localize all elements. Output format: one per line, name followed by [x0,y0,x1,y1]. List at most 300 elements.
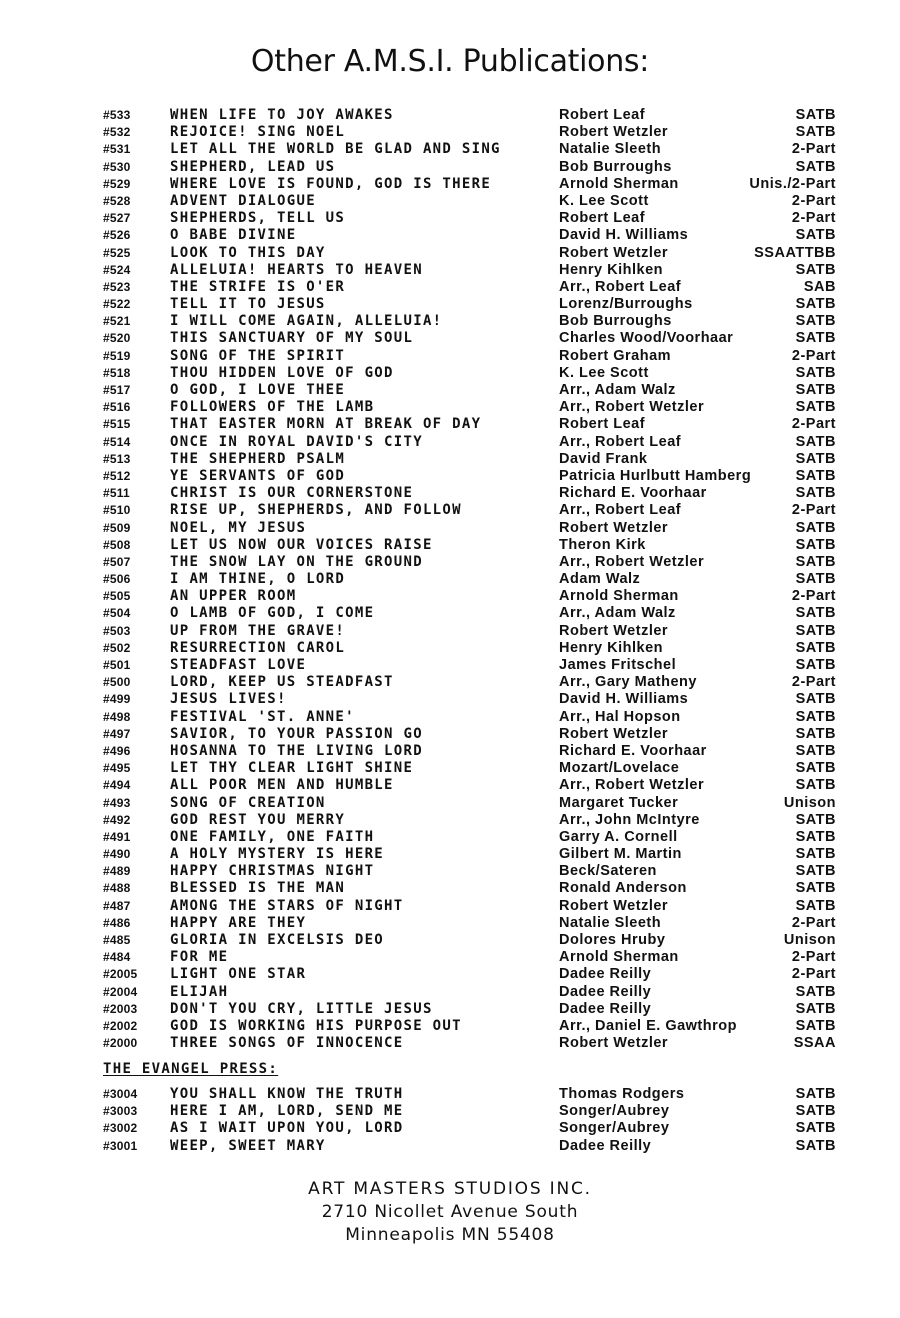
composer: K. Lee Scott [559,192,649,209]
publication-row [0,1103,900,1120]
catalog-number: #516 [103,400,131,415]
voicing: 2-Part [791,914,836,931]
publication-row [0,1001,900,1018]
song-title: HOSANNA TO THE LIVING LORD [170,742,423,759]
composer: Arr., Robert Wetzler [559,553,705,570]
composer: Dadee Reilly [559,1137,652,1154]
catalog-number: #490 [103,847,131,862]
catalog-number: #486 [103,915,131,930]
catalog-number: #511 [103,486,130,501]
composer: Gilbert M. Martin [559,846,682,863]
song-title: I WILL COME AGAIN, ALLELUIA! [170,313,443,330]
composer: Richard E. Voorhaar [559,485,707,502]
voicing: SATB [795,863,836,880]
voicing: SATB [795,227,836,244]
catalog-number: #508 [103,537,131,552]
composer: David H. Williams [559,691,689,708]
catalog-number: #489 [103,864,131,879]
composer: Dadee Reilly [559,966,652,983]
song-title: ONE FAMILY, ONE FAITH [170,828,375,845]
publication-row [0,898,900,915]
song-title: AS I WAIT UPON YOU, LORD [170,1120,404,1137]
voicing: SATB [795,313,836,330]
composer: Richard E. Voorhaar [559,742,707,759]
catalog-number: #495 [103,761,131,776]
composer: Charles Wood/Voorhaar [559,330,734,347]
song-title: RISE UP, SHEPHERDS, AND FOLLOW [170,502,462,519]
publication-row [0,1035,900,1052]
voicing: SATB [795,657,836,673]
publication-row [0,863,900,880]
composer: Arr., Robert Wetzler [559,777,705,794]
publication-row [0,915,900,932]
catalog-number: #2003 [103,1001,138,1016]
voicing: SATB [795,1103,836,1120]
song-title: ALLELUIA! HEARTS TO HEAVEN [170,261,423,278]
composer: Dadee Reilly [559,983,652,1000]
song-title: JESUS LIVES! [170,691,287,708]
voicing: 2-Part [791,966,836,983]
catalog-number: #526 [103,228,131,243]
song-title: ADVENT DIALOGUE [170,192,316,209]
composer: Robert Wetzler [559,1035,669,1052]
voicing: SATB [795,1086,836,1102]
composer: Songer/Aubrey [559,1120,670,1137]
song-title: REJOICE! SING NOEL [170,124,346,141]
voicing: SATB [795,897,836,914]
catalog-number: #2005 [103,967,138,982]
catalog-number: #513 [103,451,131,466]
song-title: CHRIST IS OUR CORNERSTONE [170,485,414,502]
section-heading-evangel-press: THE EVANGEL PRESS: [103,1061,279,1077]
voicing: SATB [795,107,836,123]
publication-row [0,502,900,519]
publication-row [0,829,900,846]
catalog-number: #522 [103,297,131,312]
catalog-number: #509 [103,520,131,535]
publication-row [0,451,900,468]
composer: K. Lee Scott [559,364,649,381]
publication-row [0,795,900,812]
publication-row [0,227,900,244]
catalog-number: #499 [103,692,131,707]
song-title: O BABE DIVINE [170,227,297,244]
publication-row [0,399,900,416]
composer: Theron Kirk [559,536,646,553]
publication-row [0,1138,900,1155]
voicing: 2-Part [791,502,836,519]
composer: Dadee Reilly [559,1000,652,1017]
composer: Robert Wetzler [559,725,669,742]
publication-row [0,949,900,966]
song-title: ONCE IN ROYAL DAVID'S CITY [170,433,423,450]
evangel-publication-list [0,1086,900,1155]
song-title: THE STRIFE IS O'ER [170,278,346,295]
voicing: 2-Part [791,949,836,966]
song-title: HERE I AM, LORD, SEND ME [170,1103,404,1120]
publisher-address [0,1178,900,1247]
composer: Arr., Gary Matheny [559,674,697,691]
publication-row [0,537,900,554]
composer: Robert Wetzler [559,244,669,261]
catalog-number: #521 [103,314,131,329]
voicing: SATB [795,519,836,536]
song-title: LET THY CLEAR LIGHT SHINE [170,760,414,777]
voicing: SATB [795,158,836,175]
song-title: THE SHEPHERD PSALM [170,450,346,467]
catalog-number: #507 [103,554,131,569]
composer: Patricia Hurlbutt Hamberg [559,467,752,484]
catalog-number: #3002 [103,1121,138,1136]
song-title: THAT EASTER MORN AT BREAK OF DAY [170,416,482,433]
composer: Mozart/Lovelace [559,760,680,777]
composer: Robert Leaf [559,107,646,123]
publication-row [0,210,900,227]
publication-row [0,107,900,124]
publication-row [0,709,900,726]
composer: Arnold Sherman [559,949,679,966]
publication-row [0,416,900,433]
voicing: SATB [795,433,836,450]
catalog-number: #510 [103,503,131,518]
voicing: 2-Part [791,416,836,433]
song-title: FESTIVAL 'ST. ANNE' [170,708,355,725]
composer: Bob Burroughs [559,158,672,175]
publication-row [0,124,900,141]
voicing: SATB [795,261,836,278]
song-title: I AM THINE, O LORD [170,571,346,588]
catalog-number: #531 [103,142,131,157]
publication-row [0,176,900,193]
song-title: ELIJAH [170,983,229,1000]
voicing: SATB [795,364,836,381]
composer: Arr., Robert Leaf [559,278,682,295]
catalog-number: #533 [103,108,131,122]
song-title: FOLLOWERS OF THE LAMB [170,399,375,416]
publication-row [0,520,900,537]
song-title: WEEP, SWEET MARY [170,1137,326,1154]
composer: Beck/Sateren [559,863,657,880]
page-title: Other A.M.S.I. Publications: [250,44,650,79]
catalog-number: #518 [103,365,131,380]
catalog-number: #500 [103,675,131,690]
publication-row [0,726,900,743]
catalog-number: #492 [103,812,131,827]
composer: Bob Burroughs [559,313,672,330]
publication-row [0,313,900,330]
song-title: AMONG THE STARS OF NIGHT [170,897,404,914]
publication-row [0,812,900,829]
song-title: LET US NOW OUR VOICES RAISE [170,536,433,553]
catalog-number: #529 [103,176,131,191]
composer: David Frank [559,450,648,467]
song-title: THE SNOW LAY ON THE GROUND [170,553,423,570]
voicing: SATB [795,725,836,742]
publication-row [0,880,900,897]
street-address: 2710 Nicollet Avenue South [321,1202,579,1222]
catalog-number: #514 [103,434,131,449]
song-title: O GOD, I LOVE THEE [170,382,346,398]
voicing: SATB [795,124,836,141]
catalog-number: #505 [103,589,131,604]
song-title: THIS SANCTUARY OF MY SOUL [170,330,414,347]
song-title: STEADFAST LOVE [170,657,307,673]
song-title: WHEN LIFE TO JOY AWAKES [170,107,394,123]
voicing: SATB [795,777,836,794]
publication-row [0,571,900,588]
voicing: SATB [795,467,836,484]
catalog-number: #524 [103,262,131,277]
publication-row [0,554,900,571]
composer: Dolores Hruby [559,932,666,948]
publication-list [0,107,900,1052]
publication-row [0,623,900,640]
voicing: SATB [795,571,836,588]
composer: Arr., Adam Walz [559,382,676,398]
voicing: SATB [795,846,836,863]
composer: Arr., John McIntyre [559,811,700,828]
voicing: SATB [795,536,836,553]
catalog-number: #501 [103,658,131,672]
voicing: 2-Part [791,210,836,227]
song-title: BLESSED IS THE MAN [170,880,346,897]
catalog-number: #2000 [103,1036,138,1051]
song-title: TELL IT TO JESUS [170,296,326,313]
song-title: YE SERVANTS OF GOD [170,467,346,484]
composer: Arr., Robert Leaf [559,502,682,519]
voicing: SATB [795,622,836,639]
publication-row [0,262,900,279]
catalog-number: #496 [103,743,131,758]
voicing: SATB [795,399,836,416]
publication-row [0,434,900,451]
voicing: 2-Part [791,347,836,364]
song-title: GOD IS WORKING HIS PURPOSE OUT [170,1017,462,1034]
voicing: SATB [795,1137,836,1154]
voicing: 2-Part [791,141,836,158]
song-title: WHERE LOVE IS FOUND, GOD IS THERE [170,175,492,192]
voicing: SATB [795,880,836,897]
voicing: SATB [795,296,836,313]
composer: Thomas Rodgers [559,1086,685,1102]
publication-row [0,984,900,1001]
song-title: HAPPY CHRISTMAS NIGHT [170,863,375,880]
voicing: Unis./2-Part [749,175,836,192]
composer: Natalie Sleeth [559,914,662,931]
voicing: Unison [783,794,836,811]
voicing: SATB [795,330,836,347]
publication-row [0,657,900,674]
composer: Robert Leaf [559,416,646,433]
composer: Ronald Anderson [559,880,687,897]
catalog-number: #506 [103,572,131,587]
song-title: FOR ME [170,949,229,966]
song-title: HAPPY ARE THEY [170,914,307,931]
publication-row [0,141,900,158]
voicing: SATB [795,1120,836,1137]
catalog-number: #525 [103,245,131,260]
catalog-number: #523 [103,279,131,294]
catalog-number: #484 [103,950,131,965]
publication-row [0,743,900,760]
publication-row [0,159,900,176]
voicing: SATB [795,553,836,570]
publication-row [0,382,900,399]
publication-row [0,605,900,622]
catalog-number: #532 [103,125,131,140]
song-title: LORD, KEEP US STEADFAST [170,674,394,691]
composer: Arr., Hal Hopson [559,708,681,725]
song-title: SHEPHERDS, TELL US [170,210,346,227]
song-title: GLORIA IN EXCELSIS DEO [170,932,385,948]
catalog-number: #527 [103,211,131,226]
composer: David H. Williams [559,227,689,244]
publication-row [0,691,900,708]
voicing: 2-Part [791,192,836,209]
publication-row [0,674,900,691]
catalog-number: #528 [103,193,131,208]
composer: Lorenz/Burroughs [559,296,693,313]
voicing: SATB [795,1017,836,1034]
publication-row [0,640,900,657]
catalog-number: #494 [103,778,131,793]
song-title: LIGHT ONE STAR [170,966,307,983]
song-title: DON'T YOU CRY, LITTLE JESUS [170,1000,433,1017]
catalog-number: #515 [103,417,131,432]
song-title: UP FROM THE GRAVE! [170,622,346,639]
catalog-number: #3001 [103,1138,138,1153]
publication-row [0,279,900,296]
publication-row [0,932,900,949]
composer: Robert Wetzler [559,897,669,914]
publication-row [0,1018,900,1035]
song-title: O LAMB OF GOD, I COME [170,605,375,622]
song-title: NOEL, MY JESUS [170,519,307,536]
catalog-number: #503 [103,623,131,638]
voicing: SATB [795,382,836,398]
voicing: SATB [795,691,836,708]
voicing: SATB [795,450,836,467]
voicing: SATB [795,760,836,777]
composer: Robert Wetzler [559,519,669,536]
composer: Adam Walz [559,571,641,588]
song-title: LET ALL THE WORLD BE GLAD AND SING [170,141,501,158]
catalog-number: #487 [103,898,131,913]
voicing: 2-Part [791,588,836,605]
song-title: THREE SONGS OF INNOCENCE [170,1035,404,1052]
catalog-number: #497 [103,726,131,741]
catalog-number: #517 [103,383,131,397]
voicing: SATB [795,811,836,828]
voicing: SAB [803,278,836,295]
composer: Margaret Tucker [559,794,679,811]
composer: Robert Graham [559,347,672,364]
song-title: LOOK TO THIS DAY [170,244,326,261]
composer: Natalie Sleeth [559,141,662,158]
voicing: SATB [795,742,836,759]
catalog-number: #519 [103,348,131,363]
catalog-number: #498 [103,709,131,724]
catalog-number: #504 [103,606,131,621]
composer: James Fritschel [559,657,677,673]
publication-row [0,485,900,502]
composer: Arnold Sherman [559,175,679,192]
composer: Henry Kihlken [559,261,663,278]
publication-row [0,193,900,210]
publication-row [0,1120,900,1137]
composer: Arnold Sherman [559,588,679,605]
catalog-number: #520 [103,331,131,346]
publication-row [0,330,900,347]
catalog-number: #488 [103,881,131,896]
voicing: SATB [795,639,836,656]
voicing: SATB [795,983,836,1000]
publication-row [0,966,900,983]
song-title: YOU SHALL KNOW THE TRUTH [170,1086,404,1102]
catalog-number: #3003 [103,1104,138,1119]
catalog-number: #491 [103,829,131,844]
composer: Robert Wetzler [559,622,669,639]
voicing: SSAATTBB [754,244,836,261]
song-title: SONG OF THE SPIRIT [170,347,346,364]
composer: Robert Leaf [559,210,646,227]
composer: Arr., Robert Wetzler [559,399,705,416]
voicing: SATB [795,708,836,725]
publication-row [0,588,900,605]
composer: Songer/Aubrey [559,1103,670,1120]
company-name: ART MASTERS STUDIOS INC. [308,1179,592,1199]
voicing: SATB [795,1000,836,1017]
composer: Henry Kihlken [559,639,663,656]
catalog-number: #512 [103,468,131,483]
publication-row [0,760,900,777]
publication-row [0,348,900,365]
voicing: 2-Part [791,674,836,691]
catalog-number: #2004 [103,984,138,999]
song-title: SONG OF CREATION [170,794,326,811]
publication-row [0,296,900,313]
publication-row [0,468,900,485]
song-title: A HOLY MYSTERY IS HERE [170,846,385,863]
voicing: SATB [795,605,836,622]
song-title: GOD REST YOU MERRY [170,811,346,828]
composer: Arr., Adam Walz [559,605,676,622]
voicing: SATB [795,828,836,845]
song-title: RESURRECTION CAROL [170,639,346,656]
composer: Arr., Daniel E. Gawthrop [559,1017,737,1034]
voicing: SATB [795,485,836,502]
catalog-number: #502 [103,640,131,655]
publication-row [0,1086,900,1103]
song-title: THOU HIDDEN LOVE OF GOD [170,364,394,381]
catalog-number: #493 [103,795,131,810]
publication-row [0,846,900,863]
city-address: Minneapolis MN 55408 [345,1225,555,1245]
voicing: SSAA [793,1035,836,1052]
composer: Garry A. Cornell [559,828,678,845]
publication-row [0,777,900,794]
catalog-number: #530 [103,159,131,174]
song-title: AN UPPER ROOM [170,588,297,605]
publication-row [0,245,900,262]
composer: Robert Wetzler [559,124,669,141]
song-title: SHEPHERD, LEAD US [170,158,336,175]
publication-row [0,365,900,382]
voicing: Unison [783,932,836,948]
catalog-number: #485 [103,933,131,947]
catalog-number: #2002 [103,1018,138,1033]
song-title: ALL POOR MEN AND HUMBLE [170,777,394,794]
